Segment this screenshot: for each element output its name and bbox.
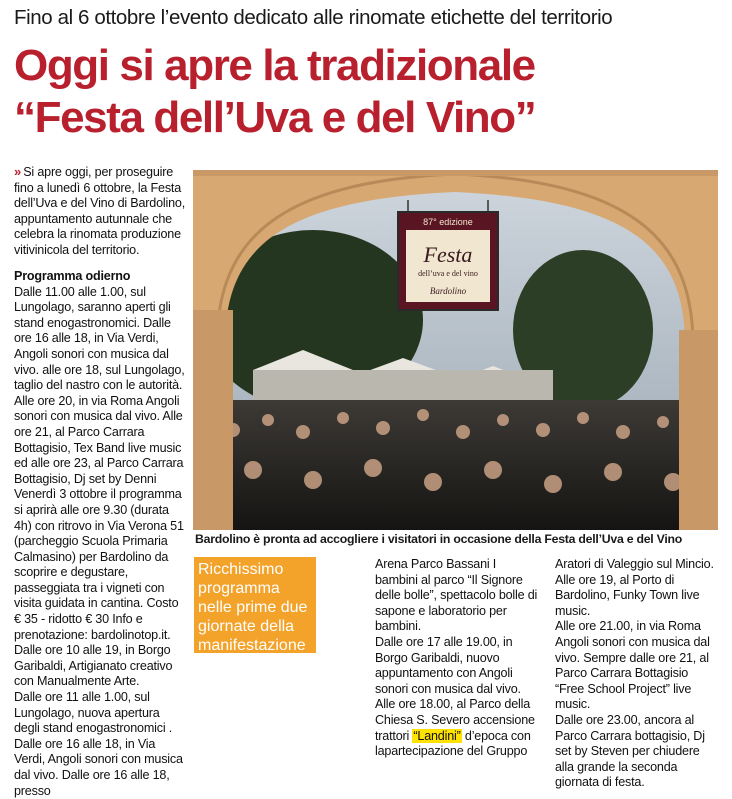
festival-banner — [398, 200, 498, 310]
photo-caption: Bardolino è pronta ad accogliere i visitatori in occasione della Festa dell’Uva e del Vino — [195, 532, 683, 546]
headline — [14, 40, 724, 144]
headline-line-2: “Festa dell’Uva e del Vino” — [14, 93, 536, 142]
text-fragment: d’epoca con lapartecipazione del Gruppo — [375, 728, 531, 759]
banner-subtitle: dell’uva e del vino — [418, 269, 478, 278]
column-paragraph: Aratori di Valeggio sul Mincio. — [555, 557, 714, 571]
column-paragraph: Arena Parco Bassani I bambini al parco “Il Signore delle bolle”, spettacolo bolle di sapone e laboratorio per bambini. — [375, 557, 538, 634]
column-paragraph: Alle ore 19, al Porto di Bardolino, Funky Town live music. — [555, 572, 700, 618]
kicker: Fino al 6 ottobre l’evento dedicato alle rinomate etichette del territorio — [14, 6, 613, 29]
banner-edition: 87° edizione — [423, 217, 473, 227]
program-heading: Programma odierno — [14, 269, 131, 283]
arrow-icon: » — [14, 164, 20, 179]
text-column-b — [555, 557, 719, 791]
headline-line-1: Oggi si apre la tradizionale — [14, 41, 535, 90]
banner-title: Festa — [423, 242, 473, 267]
column-paragraph: Dalle ore 17 alle 19.00, in Borgo Garibaldi, nuovo appuntamento con Angoli sonori con musica dal vivo. — [375, 634, 521, 696]
text-fragment: Alle ore 18.00, al Parco della Chiesa S. Severo accensione trattori — [375, 697, 535, 743]
program-paragraph: Dalle ore 11 alle 1.00, sul Lungolago, nuova apertura degli stand enogastronomici . — [14, 690, 173, 736]
column-paragraph — [375, 697, 541, 759]
highlighted-text: “Landini” — [413, 728, 461, 743]
column-paragraph: Alle ore 21.00, in via Roma Angoli sonori con musica dal vivo. Sempre dalle ore 21, al Parco Carrara Bottagisio “Free School Project” live music. — [555, 619, 710, 712]
festival-photo — [193, 170, 718, 530]
program-paragraph: Venerdì 3 ottobre il programma si aprirà alle ore 9.30 (durata 4h) con ritrovo in Via Verona 51 (parcheggio Scuola Primaria Calmasino) per Bardolino da scoprire e degustare, passeggiata tra i vigneti con visita guidata in cantina. Costo € 35 - ridotto € 30 Info e prenotazione: bardolinotop.it. — [14, 487, 184, 642]
text-column-a — [375, 557, 541, 760]
program-paragraph: Dalle 11.00 alle 1.00, sul Lungolago, saranno aperti gli stand enogastronomici. Dalle ore 16 alle 18, in Via Verdi, Angoli sonori con musica dal vivo. alle ore 18, sul Lungolago, taglio del nastro con le autorità. Alle ore 20, in via Roma Angoli sonori con musica dal vivo. Alle ore 21, al Parco Carrara Bottagisio, Tex Band live music ed alle ore 23, al Parco Carrara Bottagisio, Dj set by Denni — [14, 284, 185, 486]
program-column — [14, 269, 186, 799]
callout-box: Ricchissimo programma nelle prime due giornate della manifestazione — [194, 557, 316, 653]
program-paragraph: Dalle ore 16 alle 18, in Via Verdi, Angoli sonori con musica dal vivo. Dalle ore 16 alle 18, presso — [14, 736, 183, 798]
banner-town: Bardolino — [429, 286, 467, 296]
column-paragraph: Dalle ore 23.00, ancora al Parco Carrara bottagisio, Dj set by Steven per chiudere alla grande la seconda giornata di festa. — [555, 712, 705, 790]
intro-text: Si apre oggi, per proseguire fino a lunedì 6 ottobre, la Festa dell’Uva e del Vino di Bardolino, appuntamento autunnale che celebra la rinomata produzione vitivinicola del territorio. — [14, 165, 185, 257]
program-paragraph: Dalle ore 10 alle 19, in Borgo Garibaldi, Artigianato creativo con Manualmente Arte. — [14, 643, 173, 689]
intro-paragraph — [14, 164, 186, 259]
